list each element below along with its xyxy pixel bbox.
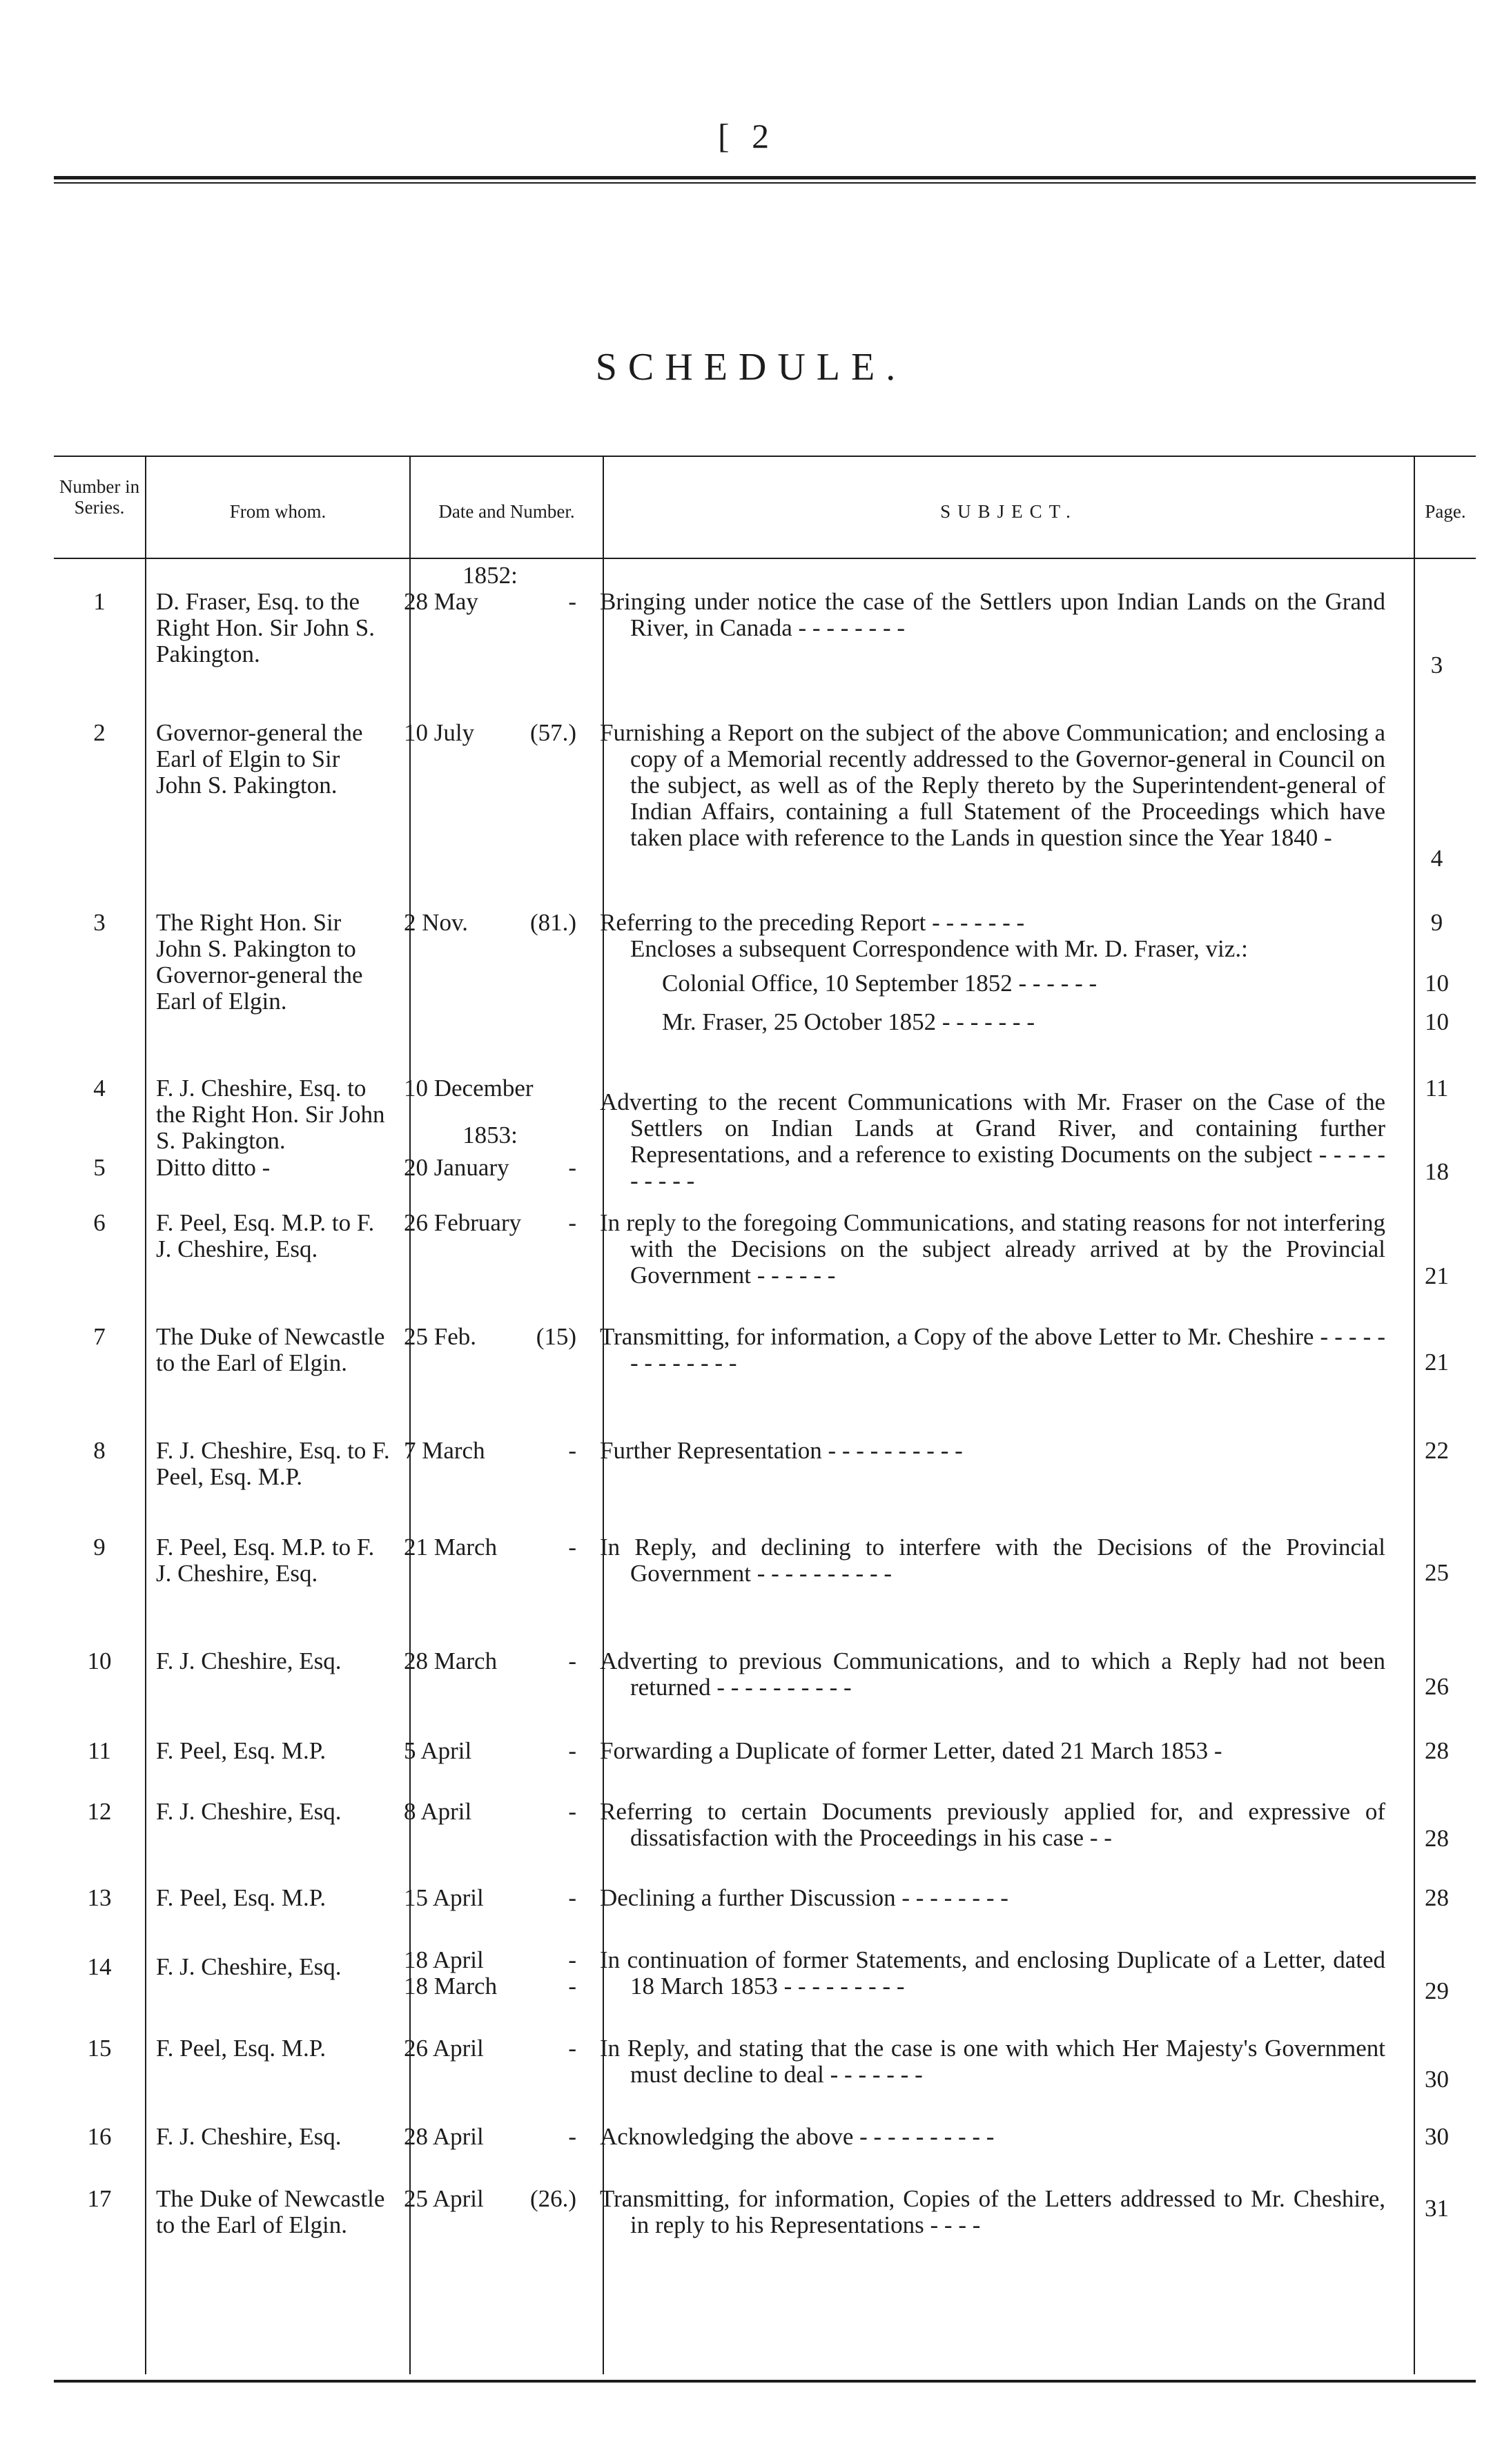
row-date: 28 May xyxy=(404,588,478,615)
row-from: The Duke of Newcastle to the Earl of Elgin. xyxy=(156,2185,385,2238)
row-subject: Declining a further Discussion - - - - - - - - xyxy=(600,1884,1008,1911)
col-head-number: Number in Series. xyxy=(59,476,140,518)
col-head-date: Date and Number. xyxy=(438,501,575,522)
row-from: F. Peel, Esq. M.P. xyxy=(156,1884,326,1911)
row-date: 25 April xyxy=(404,2185,484,2212)
row-date-number: - xyxy=(568,1534,576,1561)
bottom-rule xyxy=(54,2380,1476,2383)
row-page: 11 xyxy=(1425,1075,1449,1102)
row-page: 10 xyxy=(1425,1008,1449,1035)
header-bottom-rule xyxy=(54,558,1476,559)
row-number: 1 xyxy=(93,588,106,615)
top-rule xyxy=(54,176,1476,179)
row-page: 28 xyxy=(1425,1737,1449,1764)
row-date: 28 March xyxy=(404,1647,498,1674)
row-subject: In Reply, and stating that the case is one with which Her Majesty's Government must decline to deal - - - - - - - xyxy=(600,2035,1385,2088)
row-page: 30 xyxy=(1425,2066,1449,2093)
row-date-number: - xyxy=(568,1737,576,1764)
row-date: 10 July xyxy=(404,719,475,746)
row-date-number: - xyxy=(568,1946,576,1973)
row-date: 21 March xyxy=(404,1534,498,1561)
row-date: 26 April xyxy=(404,2035,484,2062)
table-top-rule xyxy=(54,456,1476,457)
row-number: 9 xyxy=(93,1534,106,1561)
row-subject: Adverting to previous Communications, and to which a Reply had not been returned - - - - - - - - - - xyxy=(600,1647,1385,1701)
row-subject: In Reply, and declining to interfere with the Decisions of the Provincial Government - - - - - - - - - - xyxy=(600,1534,1385,1587)
row-number: 5 xyxy=(93,1154,106,1181)
row-date: 10 December xyxy=(404,1075,534,1102)
row-number: 17 xyxy=(87,2185,112,2212)
top-rule-thin xyxy=(54,182,1476,184)
row-subject: In reply to the foregoing Communications, and stating reasons for not interfering with the Decisions on the subject already arrived at by the Provincial Government - - - - - - xyxy=(600,1209,1385,1289)
row-number: 16 xyxy=(87,2123,112,2150)
row-number: 15 xyxy=(87,2035,112,2062)
row-date: 20 January xyxy=(404,1154,509,1181)
row-number: 8 xyxy=(93,1437,106,1464)
col-head-from: From whom. xyxy=(229,501,326,522)
row-subject: Acknowledging the above - - - - - - - - - - xyxy=(600,2123,995,2150)
row-subject: Bringing under notice the case of the Settlers upon Indian Lands on the Grand River, in Canada - - - - - - - - xyxy=(600,588,1385,641)
row-page: 21 xyxy=(1425,1349,1449,1376)
row-from: F. J. Cheshire, Esq. xyxy=(156,2123,342,2150)
row-page: 29 xyxy=(1425,1977,1449,2004)
row-date-number: - xyxy=(568,2035,576,2062)
table-row xyxy=(54,1324,1476,1438)
schedule-table xyxy=(54,563,1476,2276)
table-row xyxy=(54,1534,1476,1648)
row-number: 13 xyxy=(87,1884,112,1911)
row-date-number: - xyxy=(568,1798,576,1825)
row-number: 10 xyxy=(87,1647,112,1674)
row-date: 28 April xyxy=(404,2123,484,2150)
row-date-number: - xyxy=(568,1647,576,1674)
row-date: 5 April xyxy=(404,1737,472,1764)
table-row xyxy=(54,1648,1476,1738)
row-page: 26 xyxy=(1425,1673,1449,1700)
row-subject: Referring to the preceding Report - - - - - - - xyxy=(600,909,1025,936)
row-date: 2 Nov. xyxy=(404,909,469,936)
row-number: 3 xyxy=(93,909,106,936)
row-date-number: (15) xyxy=(536,1323,576,1350)
row-page: 18 xyxy=(1425,1158,1449,1185)
row-date-number: - xyxy=(568,1209,576,1236)
row-subject: Furnishing a Report on the subject of the above Communication; and enclosing a copy of a Memorial recently addressed to the Governor-general in Council on the subject, as well as of the Reply thereto by the Superintendent-general of Indian Affairs, containing a full Statement of the Proceedings which have taken place with reference to the Lands in question since the Year 1840 - xyxy=(600,719,1385,851)
row-from: F. Peel, Esq. M.P. to F. J. Cheshire, Esq. xyxy=(156,1209,375,1262)
row-from: F. J. Cheshire, Esq. xyxy=(156,1953,342,1980)
row-page: 28 xyxy=(1425,1825,1449,1852)
table-row xyxy=(54,1799,1476,1885)
table-row xyxy=(54,1885,1476,1947)
row-date: 18 April xyxy=(404,1946,484,1973)
row-subject: Forwarding a Duplicate of former Letter, dated 21 March 1853 - xyxy=(600,1737,1222,1764)
row-number: 2 xyxy=(93,719,106,746)
row-from: The Duke of Newcastle to the Earl of Elgin. xyxy=(156,1323,385,1376)
table-row xyxy=(54,2035,1476,2124)
row-date-number: - xyxy=(568,588,576,615)
row-subject: Transmitting, for information, Copies of the Letters addressed to Mr. Cheshire, in reply to his Representations - - - - xyxy=(600,2185,1385,2238)
table-row xyxy=(54,2124,1476,2186)
table-row xyxy=(54,1075,1476,1155)
row-date-number: - xyxy=(568,1437,576,1464)
row-date-number: (81.) xyxy=(529,909,576,936)
year-label: 1853: xyxy=(462,1122,518,1148)
table-row xyxy=(54,589,1476,720)
page-title: SCHEDULE. xyxy=(595,346,907,389)
table-row xyxy=(54,1738,1476,1799)
row-from: F. J. Cheshire, Esq. to F. Peel, Esq. M.P. xyxy=(156,1437,390,1490)
row-number: 6 xyxy=(93,1209,106,1236)
row-subject-item: Colonial Office, 10 September 1852 - - - - - - xyxy=(662,970,1098,997)
row-date: 25 Feb. xyxy=(404,1323,476,1350)
row-date: 26 February xyxy=(404,1209,522,1236)
year-label: 1852: xyxy=(462,562,518,589)
row-date-number: - xyxy=(568,1973,576,1999)
page-marker: [ 2 xyxy=(718,117,777,155)
table-row xyxy=(54,2186,1476,2276)
row-date-number: - xyxy=(568,1154,576,1181)
row-from: F. J. Cheshire, Esq. xyxy=(156,1798,342,1825)
row-date: 15 April xyxy=(404,1884,484,1911)
row-from: F. J. Cheshire, Esq. xyxy=(156,1647,342,1674)
year-row xyxy=(54,563,1476,589)
row-from: The Right Hon. Sir John S. Pakington to Governor-general the Earl of Elgin. xyxy=(156,909,363,1015)
row-date-number: - xyxy=(568,2123,576,2150)
row-number: 14 xyxy=(87,1953,112,1980)
table-row xyxy=(54,910,1476,1075)
row-subject-item: Mr. Fraser, 25 October 1852 - - - - - - - xyxy=(662,1008,1035,1035)
row-from: F. Peel, Esq. M.P. xyxy=(156,2035,326,2062)
table-row xyxy=(54,1438,1476,1534)
row-date-number: - xyxy=(568,1884,576,1911)
row-date: 7 March xyxy=(404,1437,485,1464)
row-page: 21 xyxy=(1425,1262,1449,1289)
row-page: 25 xyxy=(1425,1559,1449,1586)
row-from: D. Fraser, Esq. to the Right Hon. Sir John S. Pakington. xyxy=(156,588,375,667)
row-page: 30 xyxy=(1425,2123,1449,2150)
row-page: 22 xyxy=(1425,1437,1449,1464)
row-subject-note: Encloses a subsequent Correspondence with Mr. D. Fraser, viz.: xyxy=(630,935,1248,962)
row-page: 9 xyxy=(1430,909,1443,936)
row-page: 10 xyxy=(1425,970,1449,997)
row-subject: Transmitting, for information, a Copy of the above Letter to Mr. Cheshire - - - - - - - - - - - - - xyxy=(600,1323,1385,1376)
row-page: 3 xyxy=(1430,652,1443,678)
row-subject: Referring to certain Documents previously applied for, and expressive of dissatisfaction with the Proceedings in his case - - xyxy=(600,1798,1385,1851)
table-row xyxy=(54,1947,1476,2035)
col-head-subject: SUBJECT. xyxy=(940,501,1077,522)
row-subject: Adverting to the recent Communications with Mr. Fraser on the Case of the Settlers on Indian Lands at Grand River, and containing further Representations, and a reference to existing Documents on the subject - - - - - - - - - - xyxy=(600,1088,1385,1194)
row-subject: Further Representation - - - - - - - - - - xyxy=(600,1437,963,1464)
row-date: 18 March xyxy=(404,1973,498,1999)
row-from: F. Peel, Esq. M.P. to F. J. Cheshire, Esq. xyxy=(156,1534,375,1587)
row-page: 31 xyxy=(1425,2195,1449,2222)
row-number: 11 xyxy=(88,1737,111,1764)
row-from: Ditto ditto - xyxy=(156,1154,271,1181)
col-head-page: Page. xyxy=(1425,501,1466,522)
row-date-number: (57.) xyxy=(529,719,576,746)
row-number: 12 xyxy=(87,1798,112,1825)
row-page: 4 xyxy=(1430,845,1443,872)
row-date-number: (26.) xyxy=(529,2185,576,2212)
table-row xyxy=(54,1210,1476,1324)
row-from: F. Peel, Esq. M.P. xyxy=(156,1737,326,1764)
table-row xyxy=(54,720,1476,910)
row-from: Governor-general the Earl of Elgin to Sir John S. Pakington. xyxy=(156,719,363,799)
row-page: 28 xyxy=(1425,1884,1449,1911)
row-subject: In continuation of former Statements, and enclosing Duplicate of a Letter, dated 18 March 1853 - - - - - - - - - xyxy=(600,1946,1385,1999)
row-from: F. J. Cheshire, Esq. to the Right Hon. Sir John S. Pakington. xyxy=(156,1075,385,1154)
row-number: 4 xyxy=(93,1075,106,1102)
row-number: 7 xyxy=(93,1323,106,1350)
row-date: 8 April xyxy=(404,1798,472,1825)
